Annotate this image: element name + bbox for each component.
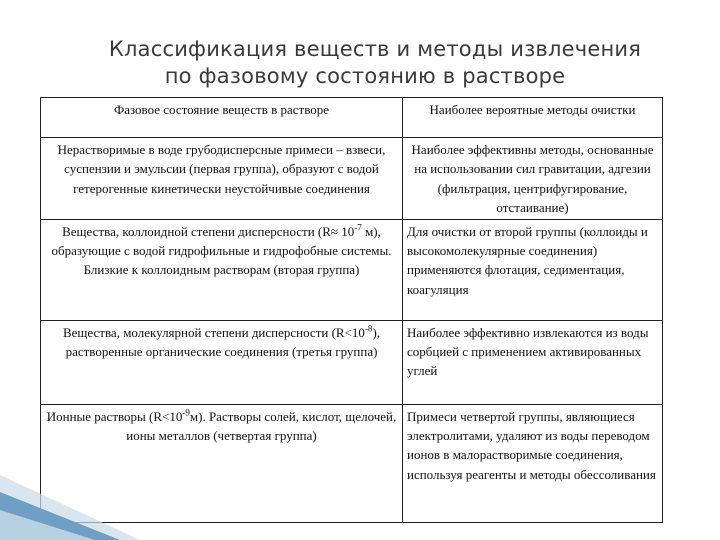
state-text-pre: Вещества, коллоидной степени дисперсности (R≈ 10: [62, 223, 355, 239]
corner-decoration: [0, 430, 140, 540]
method-cell: Для очистки от второй группы (коллоиды и высокомолекулярные соединения) применяются флотация, седиментация, коагуляция: [403, 219, 663, 320]
title-line-1: Классификация веществ и методы извлечения: [108, 37, 642, 61]
method-cell: Наиболее эффективно извлекаются из воды сорбцией с применением активированных углей: [403, 320, 663, 404]
table-row: [41, 320, 663, 404]
title-line-2: по фазовому состоянию в растворе: [164, 64, 566, 88]
state-text-post: м), образующие с водой гидрофильные и гидрофобные системы. Близкие к коллоидным растворам (вторая группа): [51, 223, 392, 278]
state-text-post: м). Растворы солей, кислот, щелочей, ионы металлов (четвертая группа): [126, 408, 397, 444]
state-exponent: -7: [354, 222, 362, 233]
state-text-pre: Ионные растворы (R<10: [46, 408, 183, 424]
header-phase-state: Фазовое состояние веществ в растворе: [41, 98, 403, 138]
state-text-pre: Вещества, молекулярной степени дисперсности (R<10: [62, 324, 365, 340]
phase-state-cell: Нерастворимые в воде грубодисперсные примеси – взвеси, суспензии и эмульсии (первая группа), образуют с водой гетерогенные кинетически неустойчивые соединения: [41, 138, 403, 220]
table-row: [41, 219, 663, 320]
state-text-post: ), растворенные органические соединения (третья группа): [65, 324, 381, 360]
table-row: [41, 138, 663, 220]
state-exponent: -8: [364, 323, 373, 334]
method-cell: Наиболее эффективны методы, основанные на использовании сил гравитации, адгезии (фильтрация, центрифугирование, отстаивание): [403, 138, 663, 220]
state-exponent: -9: [182, 407, 190, 418]
phase-state-cell: [41, 320, 403, 404]
slide-title: [0, 36, 720, 90]
method-cell: Примеси четвертой группы, являющиеся электролитами, удаляют из воды переводом ионов в малорастворимые соединения, используя реагенты и методы обессоливания: [403, 404, 663, 522]
phase-state-cell: [41, 219, 403, 320]
table-header-row: [41, 98, 663, 138]
header-methods: Наиболее вероятные методы очистки: [403, 98, 663, 138]
